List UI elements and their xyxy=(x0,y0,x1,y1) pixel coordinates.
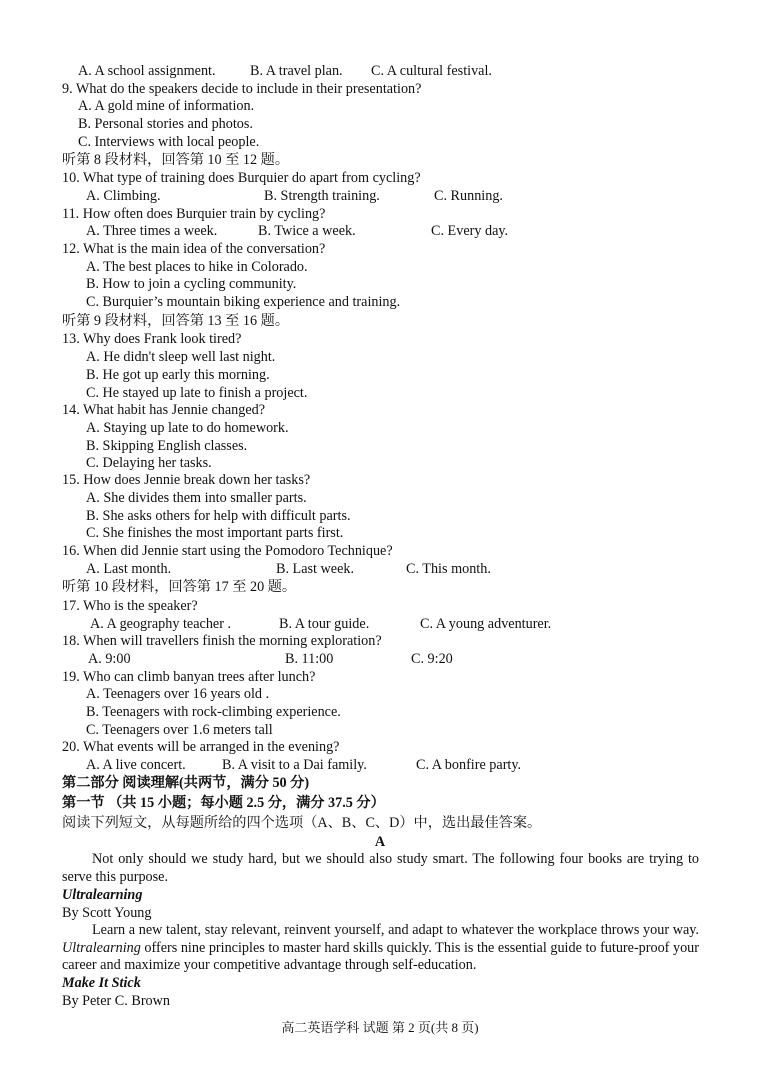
q19-option-c: C. Teenagers over 1.6 meters tall xyxy=(86,722,273,738)
q16-option-b: B. Last week. xyxy=(276,561,355,577)
part-2-heading: 第二部分 阅读理解(共两节，满分 50 分) xyxy=(62,775,310,791)
question-16: 16. When did Jennie start using the Pomodoro Technique? xyxy=(62,543,393,559)
book-2-author: By Peter C. Brown xyxy=(62,993,170,1009)
q17-option-a: A. A geography teacher . xyxy=(90,616,232,632)
q18-option-a: A. 9:00 xyxy=(88,651,131,667)
q18-option-b: B. 11:00 xyxy=(285,651,334,667)
section-8-instruction: 听第 8 段材料，回答第 10 至 12 题。 xyxy=(62,152,290,168)
q16-option-a: A. Last month. xyxy=(86,561,172,577)
question-14: 14. What habit has Jennie changed? xyxy=(62,402,266,418)
q15-option-b: B. She asks others for help with difficult parts. xyxy=(86,508,351,524)
q14-option-b: B. Skipping English classes. xyxy=(86,438,248,454)
book-1-description-title: Ultralearning xyxy=(62,939,141,956)
question-11: 11. How often does Burquier train by cycling? xyxy=(62,206,326,222)
q14-option-c: C. Delaying her tasks. xyxy=(86,455,212,471)
question-9: 9. What do the speakers decide to include in their presentation? xyxy=(62,81,422,97)
passage-label: A xyxy=(374,834,386,850)
question-15: 15. How does Jennie break down her tasks? xyxy=(62,472,311,488)
q19-option-b: B. Teenagers with rock-climbing experience. xyxy=(86,704,341,720)
q18-option-c: C. 9:20 xyxy=(411,651,453,667)
q8-option-c: C. A cultural festival. xyxy=(371,63,492,79)
q8-option-b: B. A travel plan. xyxy=(250,63,343,79)
reading-instruction: 阅读下列短文，从每题所给的四个选项（A、B、C、D）中，选出最佳答案。 xyxy=(62,815,542,831)
q10-option-b: B. Strength training. xyxy=(264,188,380,204)
q9-option-a: A. A gold mine of information. xyxy=(78,98,255,114)
question-19: 19. Who can climb banyan trees after lunch? xyxy=(62,669,316,685)
book-1-description-end: offers nine principles to master hard skills quickly. This is the essential guide to future-proof your career and maximize your competitive advantage through self-education. xyxy=(62,939,699,974)
question-10: 10. What type of training does Burquier do apart from cycling? xyxy=(62,170,421,186)
q16-option-c: C. This month. xyxy=(406,561,491,577)
q11-option-a: A. Three times a week. xyxy=(86,223,218,239)
q19-option-a: A. Teenagers over 16 years old . xyxy=(86,686,270,702)
book-1-description xyxy=(62,922,699,975)
q20-option-c: C. A bonfire party. xyxy=(416,757,522,773)
q12-option-b: B. How to join a cycling community. xyxy=(86,276,297,292)
q13-option-b: B. He got up early this morning. xyxy=(86,367,270,383)
passage-intro-paragraph: Not only should we study hard, but we should also study smart. The following four books are trying to serve this purpose. xyxy=(62,851,699,885)
question-13: 13. Why does Frank look tired? xyxy=(62,331,242,347)
question-12: 12. What is the main idea of the conversation? xyxy=(62,241,326,257)
q13-option-c: C. He stayed up late to finish a project. xyxy=(86,385,308,401)
section-1-heading: 第一节 （共 15 小题；每小题 2.5 分，满分 37.5 分） xyxy=(62,795,385,811)
q17-option-b: B. A tour guide. xyxy=(279,616,370,632)
book-1-author: By Scott Young xyxy=(62,905,152,921)
q10-option-a: A. Climbing. xyxy=(86,188,161,204)
q9-option-c: C. Interviews with local people. xyxy=(78,134,260,150)
page-footer: 高二英语学科 试题 第 2 页(共 8 页) xyxy=(281,1020,479,1035)
q12-option-c: C. Burquier’s mountain biking experience and training. xyxy=(86,294,401,310)
question-17: 17. Who is the speaker? xyxy=(62,598,198,614)
q12-option-a: A. The best places to hike in Colorado. xyxy=(86,259,308,275)
q9-option-b: B. Personal stories and photos. xyxy=(78,116,253,132)
q11-option-b: B. Twice a week. xyxy=(258,223,356,239)
question-20: 20. What events will be arranged in the evening? xyxy=(62,739,340,755)
q14-option-a: A. Staying up late to do homework. xyxy=(86,420,289,436)
q15-option-c: C. She finishes the most important parts first. xyxy=(86,525,344,541)
q8-option-a: A. A school assignment. xyxy=(78,63,216,79)
book-2-title: Make It Stick xyxy=(62,975,141,991)
q20-option-a: A. A live concert. xyxy=(86,757,186,773)
q10-option-c: C. Running. xyxy=(434,188,503,204)
q13-option-a: A. He didn't sleep well last night. xyxy=(86,349,276,365)
q15-option-a: A. She divides them into smaller parts. xyxy=(86,490,307,506)
section-9-instruction: 听第 9 段材料，回答第 13 至 16 题。 xyxy=(62,313,290,329)
section-10-instruction: 听第 10 段材料，回答第 17 至 20 题。 xyxy=(62,579,297,595)
q11-option-c: C. Every day. xyxy=(431,223,509,239)
book-1-title: Ultralearning xyxy=(62,887,143,903)
book-1-description-start: Learn a new talent, stay relevant, reinvent yourself, and adapt to whatever the workplace throws your way. xyxy=(92,922,699,938)
q20-option-b: B. A visit to a Dai family. xyxy=(222,757,367,773)
q17-option-c: C. A young adventurer. xyxy=(420,616,552,632)
question-18: 18. When will travellers finish the morning exploration? xyxy=(62,633,382,649)
